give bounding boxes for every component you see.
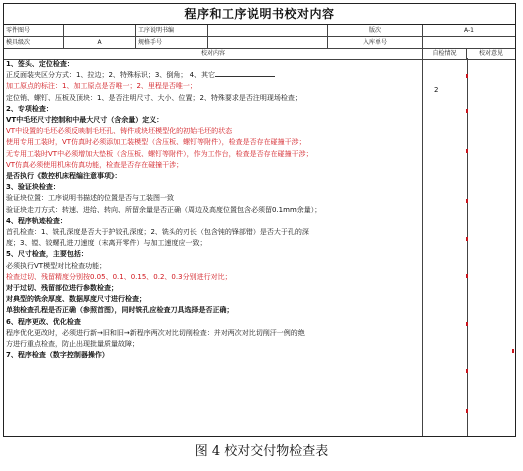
storage-number-value [423, 37, 515, 48]
figure-caption: 图 4 校对交付物检查表 [194, 444, 329, 459]
process-doc-label: 工序说明书编 [136, 25, 208, 36]
tick-mark [466, 322, 468, 326]
review-opinion-column [467, 58, 515, 436]
mold-level-value: A [64, 37, 136, 48]
review-table [3, 3, 516, 437]
check-item: 无专用工装时VT中必须增加大垫板（含压板、螺钉等附件），作为工作台，检查是否存在碰撞干涉； [6, 149, 313, 158]
check-items [4, 58, 423, 436]
tick-mark [466, 199, 468, 203]
part-number-label: 零件图号 [4, 25, 64, 36]
revision-value: A-1 [464, 27, 474, 34]
check-item: 使用专用工装时，VT仿真时必须添加工装模型（含压板、螺钉等附件），检查是否存在碰撞干涉； [6, 138, 306, 147]
check-item: 程序优化更改时，必须进行新→旧和旧→新程序两次对比切削检查：并对两次对比切削汗一例的绝 [6, 328, 305, 337]
self-check-header: 自检情况 [423, 49, 467, 59]
self-check-column [423, 58, 468, 436]
check-item: VT中毛坯尺寸控制和中最大尺寸（含余量）定义： [6, 116, 164, 125]
check-item: 对典型的铣余厚度、数据厚度尺寸进行检查； [6, 295, 146, 304]
section-heading: 3、验证块检查： [6, 183, 60, 192]
review-opinion-header: 校对意见 [478, 50, 503, 57]
check-item: 度；3、镗、铰螺孔进刀速度（末离开零件）与加工速度应一致； [6, 239, 207, 248]
check-item: 验证块走刀方式：转速、进给、转向、所留余量是否正确（周边及高度位置包含必须留0.1mm余量）； [6, 205, 322, 214]
tick-mark [512, 349, 514, 353]
check-item: 定位销、螺钉、压板及顶块：1、是否注明尺寸、大小、位置；2、特殊要求是否注明现场检查； [6, 93, 302, 102]
check-item: 检查过切、残留精度分别按0.05、0.1、0.15、0.2、0.3分别进行对比； [6, 272, 232, 281]
process-doc-value [208, 25, 328, 36]
section-heading: 2、专项检查： [6, 104, 53, 113]
check-item: VT仿真必须使用机床仿真功能，检查是否存在碰撞干涉； [6, 160, 184, 169]
check-item: 首孔检查：1、铣孔深度是否大于护铰孔深度；2、铣头的刃长（包含钝的锋部错）是否大于孔的深 [6, 228, 309, 237]
tick-mark [466, 74, 468, 78]
spec-number-label: 规格手号 [136, 37, 208, 48]
storage-number-label: 入库单号 [328, 37, 423, 48]
section-heading: 6、程序更改、优化检查 [6, 317, 81, 326]
tick-mark [466, 149, 468, 153]
blank-underline [215, 70, 275, 77]
check-item: 加工原点的标注：1、加工原点是否唯一；2、里程是否唯一； [6, 82, 197, 91]
section-heading: 7、程序检查（数字控制器操作） [6, 351, 109, 360]
content-header: 校对内容 [4, 49, 423, 59]
section-heading: 4、程序轨迹检查： [6, 216, 67, 225]
check-item: 是否执行《数控机床程编注意事项》： [6, 172, 122, 181]
tick-mark [466, 369, 468, 373]
check-item: 验证块位置：工序说明书描述的位置是否与工装图一致 [6, 194, 174, 203]
tick-mark [466, 237, 468, 241]
table-title: 程序和工序说明书校对内容 [4, 4, 515, 25]
check-item: 对于过切、残留部位进行参数检查； [6, 284, 118, 293]
check-item: 正反面装夹区分方式：1、拉边；2、特殊标识；3、倒角； 4、其它 [6, 70, 420, 81]
part-number-value [64, 25, 136, 36]
check-item: 单独检查孔程是否正确（参照首图），同时铣孔应检查刀具选择是否正确； [6, 306, 234, 315]
section-heading: 5、尺寸检查，主要包括： [6, 250, 88, 259]
info-row-1 [4, 25, 515, 37]
self-check-mark: 2 [434, 86, 439, 94]
check-item: 方进行重点检查，防止出现批量质量故障； [6, 340, 139, 349]
spec-number-value [208, 37, 328, 48]
tick-mark [466, 409, 468, 413]
info-row-2 [4, 37, 515, 49]
tick-mark [466, 109, 468, 113]
tick-mark [466, 274, 468, 278]
check-item: VT中设置的毛坯必须反映制毛坯孔、铸件或块坯模型化的初始毛坯的状态 [6, 127, 233, 136]
check-item: 必须执行VT模型对比检查功能； [6, 261, 107, 270]
table-body [4, 58, 515, 436]
section-heading: 1、签头、定位检查： [6, 60, 74, 68]
mold-level-label: 模具级次 [4, 37, 64, 48]
revision-label: 版次 [328, 25, 423, 36]
